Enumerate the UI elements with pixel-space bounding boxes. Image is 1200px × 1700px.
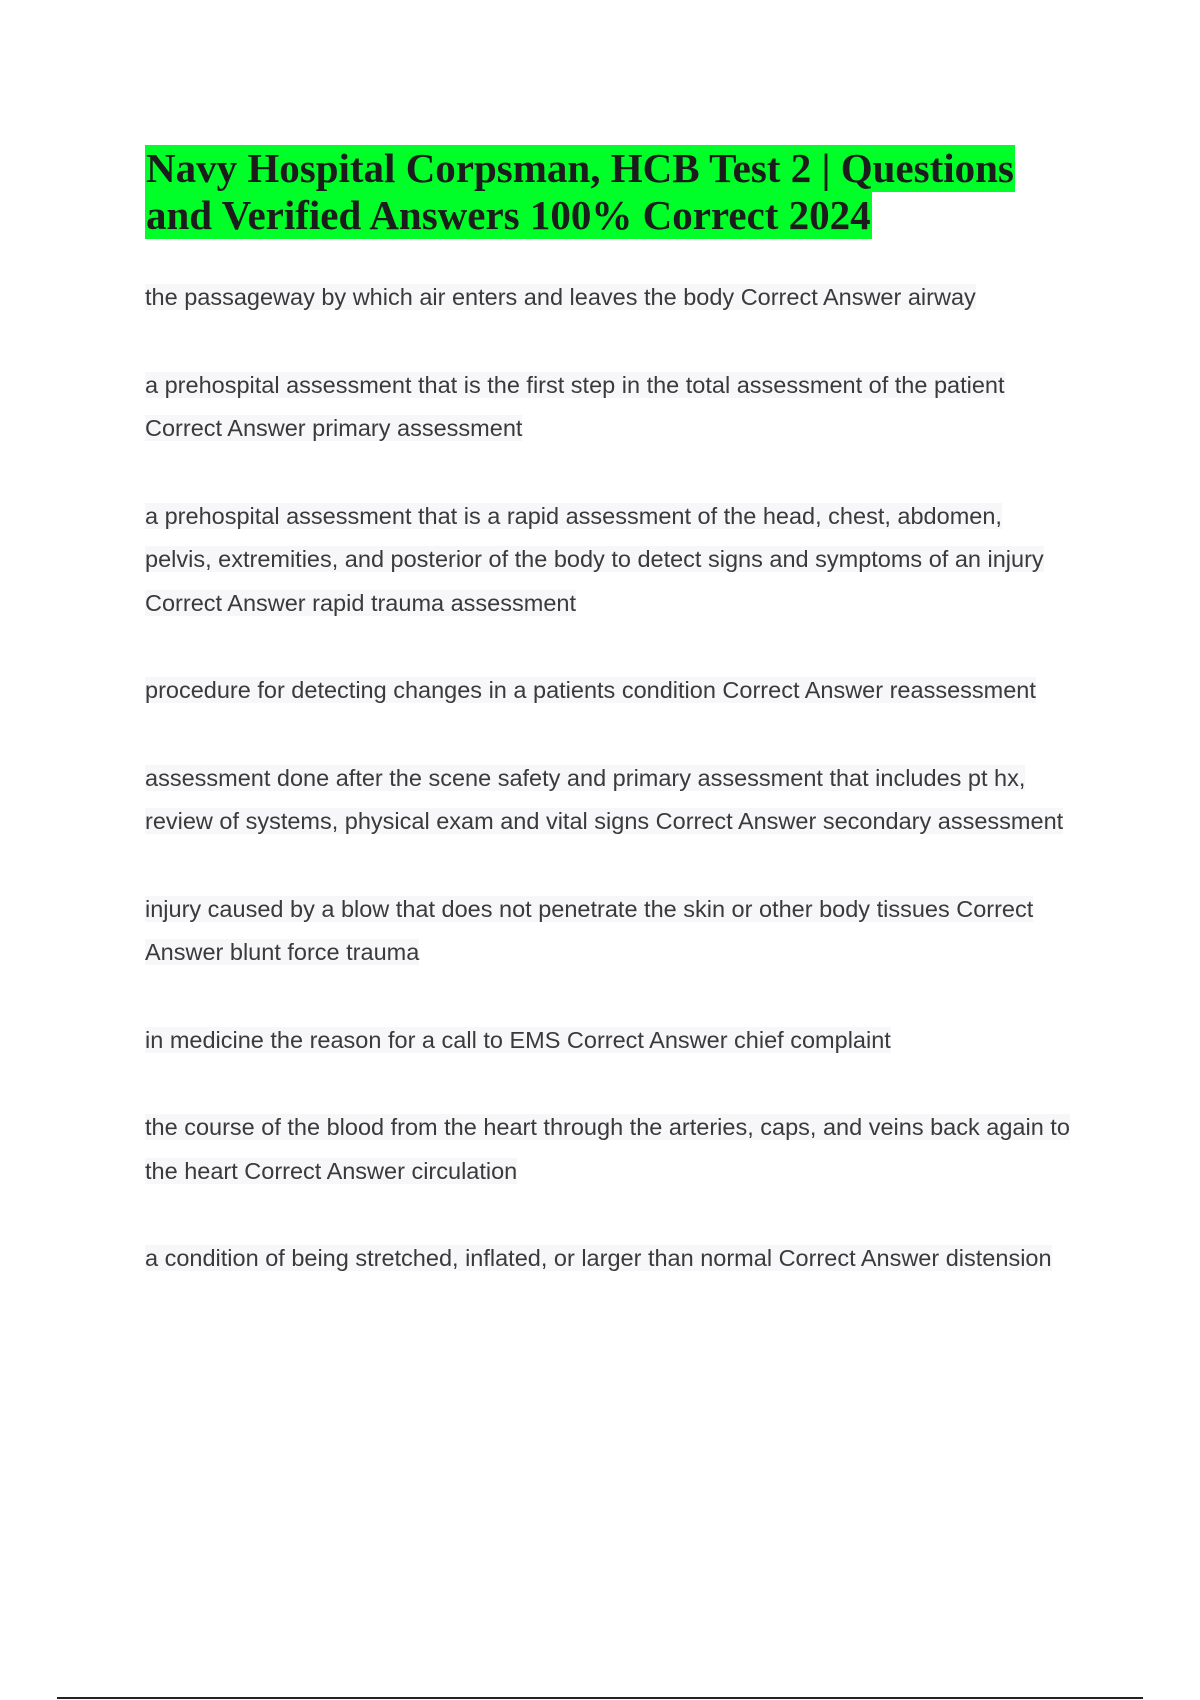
qa-item-text: a prehospital assessment that is the first step in the total assessment of the patient Correct Answer primary assessment (145, 371, 1005, 441)
qa-item (145, 1237, 1075, 1281)
qa-item (145, 364, 1075, 451)
qa-item-text: a condition of being stretched, inflated, or larger than normal Correct Answer distension (145, 1245, 1052, 1271)
qa-list (145, 276, 1075, 1325)
qa-item-text: a prehospital assessment that is a rapid assessment of the head, chest, abdomen, pelvis, extremities, and posterior of the body to detect signs and symptoms of an injury Correct Answer rapid trauma assessment (145, 502, 1044, 616)
qa-item (145, 495, 1075, 626)
qa-item-text: procedure for detecting changes in a patients condition Correct Answer reassessment (145, 677, 1036, 703)
qa-item (145, 276, 1075, 320)
qa-item (145, 888, 1075, 975)
qa-item-text: the passageway by which air enters and leaves the body Correct Answer airway (145, 284, 976, 310)
title-line-2: and Verified Answers 100% Correct 2024 (146, 192, 871, 238)
qa-item-text: the course of the blood from the heart through the arteries, caps, and veins back again to the heart Correct Answer circulation (145, 1114, 1070, 1184)
qa-item (145, 669, 1075, 713)
qa-item-text: assessment done after the scene safety and primary assessment that includes pt hx, review of systems, physical exam and vital signs Correct Answer secondary assessment (145, 764, 1064, 834)
qa-item (145, 1019, 1075, 1063)
qa-item-text: injury caused by a blow that does not penetrate the skin or other body tissues Correct Answer blunt force trauma (145, 895, 1034, 965)
title-line-1: Navy Hospital Corpsman, HCB Test 2 | Questions (146, 145, 1014, 191)
document-title (145, 145, 1045, 239)
qa-item (145, 757, 1075, 844)
qa-item-text: in medicine the reason for a call to EMS Correct Answer chief complaint (145, 1026, 891, 1053)
qa-item (145, 1106, 1075, 1193)
footer-divider (57, 1697, 1143, 1699)
